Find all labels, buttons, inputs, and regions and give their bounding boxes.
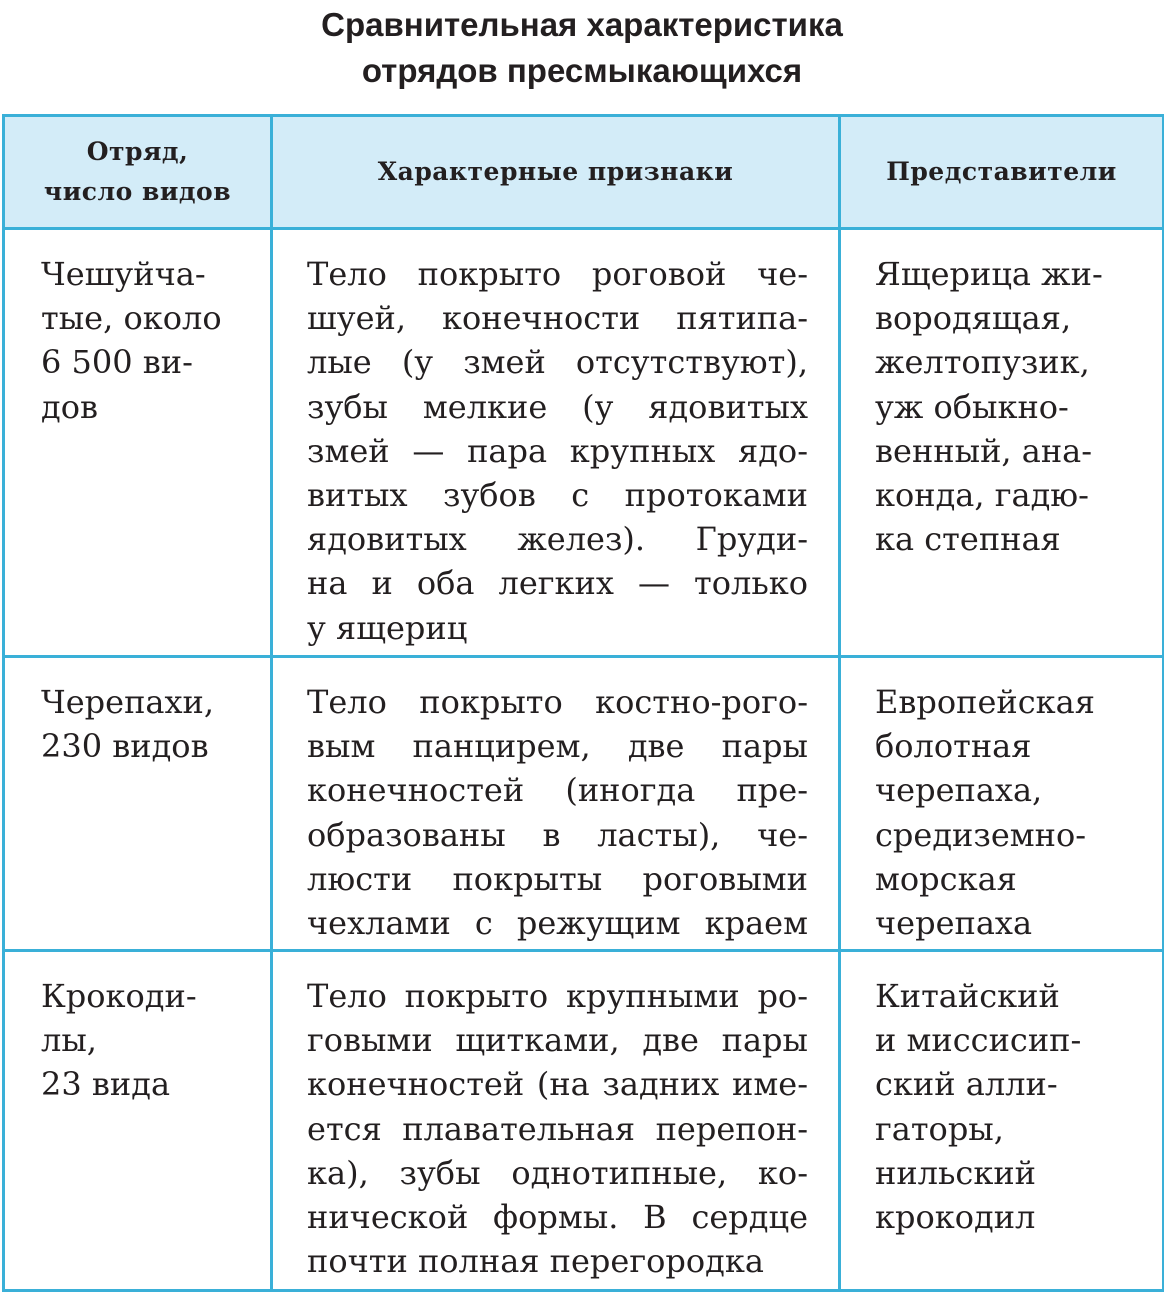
page-title bbox=[0, 0, 1164, 100]
text-line: ский алли- bbox=[875, 1065, 1058, 1104]
cell-features bbox=[272, 229, 840, 657]
text-line: венный, ана- bbox=[875, 431, 1093, 470]
text-line: крокодил bbox=[875, 1198, 1036, 1237]
text-line: 23 вида bbox=[41, 1065, 171, 1104]
cell-order bbox=[4, 657, 272, 951]
text-line: черепаха, bbox=[875, 771, 1043, 810]
table-row bbox=[4, 951, 1164, 1291]
title-line-2: отрядов пресмыкающихся bbox=[361, 52, 803, 89]
header-order-line-2: число видов bbox=[43, 177, 232, 206]
text-line: чехлами с режущим краем bbox=[307, 904, 808, 943]
header-representatives: Представители bbox=[840, 116, 1164, 229]
header-order-line-1: Отряд, bbox=[86, 137, 189, 166]
text-line: нической формы. В сердце bbox=[307, 1198, 808, 1237]
title-line-1: Сравнительная характеристика bbox=[321, 6, 843, 43]
text-line: лы, bbox=[41, 1021, 97, 1060]
cell-representatives bbox=[840, 951, 1164, 1291]
text-line: ка степная bbox=[875, 520, 1061, 559]
text-line: гаторы, bbox=[875, 1109, 1004, 1148]
text-line: ется плавательная перепон- bbox=[307, 1109, 808, 1148]
text-line: желтопузик, bbox=[875, 343, 1090, 382]
cell-features bbox=[272, 951, 840, 1291]
text-line: уж обыкно- bbox=[875, 387, 1069, 426]
text-line: почти полная перегородка bbox=[307, 1242, 764, 1281]
text-line: 6 500 ви- bbox=[41, 343, 193, 382]
text-line: Европейская bbox=[875, 683, 1095, 721]
cell-representatives bbox=[840, 229, 1164, 657]
text-line: змей — пара крупных ядо- bbox=[307, 431, 808, 470]
table-row bbox=[4, 657, 1164, 951]
text-line: лые (у змей отсутствуют), bbox=[307, 343, 808, 382]
cell-order bbox=[4, 951, 272, 1291]
text-line: черепаха bbox=[875, 904, 1033, 943]
text-line: Тело покрыто роговой че- bbox=[307, 255, 808, 293]
text-line: образованы в ласты), че- bbox=[307, 815, 808, 854]
text-line: вым панцирем, две пары bbox=[307, 727, 808, 766]
text-line: витых зубов с протоками bbox=[307, 476, 808, 515]
text-line: 230 видов bbox=[41, 727, 209, 766]
text-line: и миссисип- bbox=[875, 1021, 1082, 1060]
text-line: Тело покрыто крупными ро- bbox=[307, 977, 808, 1015]
reptile-orders-table bbox=[2, 114, 1164, 1292]
text-line: средиземно- bbox=[875, 815, 1087, 854]
text-line: шуей, конечности пятипа- bbox=[307, 299, 808, 338]
text-line: зубы мелкие (у ядовитых bbox=[307, 387, 808, 426]
text-line: морская bbox=[875, 859, 1017, 898]
text-line: Китайский bbox=[875, 977, 1060, 1015]
text-line: болотная bbox=[875, 727, 1032, 766]
text-line: у ящериц bbox=[307, 608, 468, 647]
text-line: дов bbox=[41, 387, 98, 426]
table-row bbox=[4, 229, 1164, 657]
cell-order bbox=[4, 229, 272, 657]
text-line: Тело покрыто костно-рого- bbox=[307, 683, 808, 721]
table-header-row bbox=[4, 116, 1164, 229]
header-features: Характерные признаки bbox=[272, 116, 840, 229]
text-line: Крокоди- bbox=[41, 977, 197, 1015]
text-line: конечностей (на задних име- bbox=[307, 1065, 808, 1104]
text-line: люсти покрыты роговыми bbox=[307, 859, 808, 898]
cell-representatives bbox=[840, 657, 1164, 951]
text-line: нильский bbox=[875, 1153, 1036, 1192]
text-line: на и оба легких — только bbox=[307, 564, 808, 603]
text-line: конда, гадю- bbox=[875, 476, 1089, 515]
cell-features bbox=[272, 657, 840, 951]
text-line: тые, около bbox=[41, 299, 222, 338]
text-line: конечностей (иногда пре- bbox=[307, 771, 808, 810]
text-line: Чешуйча- bbox=[41, 255, 206, 293]
text-line: Ящерица жи- bbox=[875, 255, 1103, 293]
text-line: говыми щитками, две пары bbox=[307, 1021, 808, 1060]
text-line: ка), зубы однотипные, ко- bbox=[307, 1153, 808, 1192]
text-line: Черепахи, bbox=[41, 683, 215, 721]
text-line: ядовитых желез). Груди- bbox=[307, 520, 808, 559]
text-line: вородящая, bbox=[875, 299, 1072, 338]
header-order bbox=[4, 116, 272, 229]
